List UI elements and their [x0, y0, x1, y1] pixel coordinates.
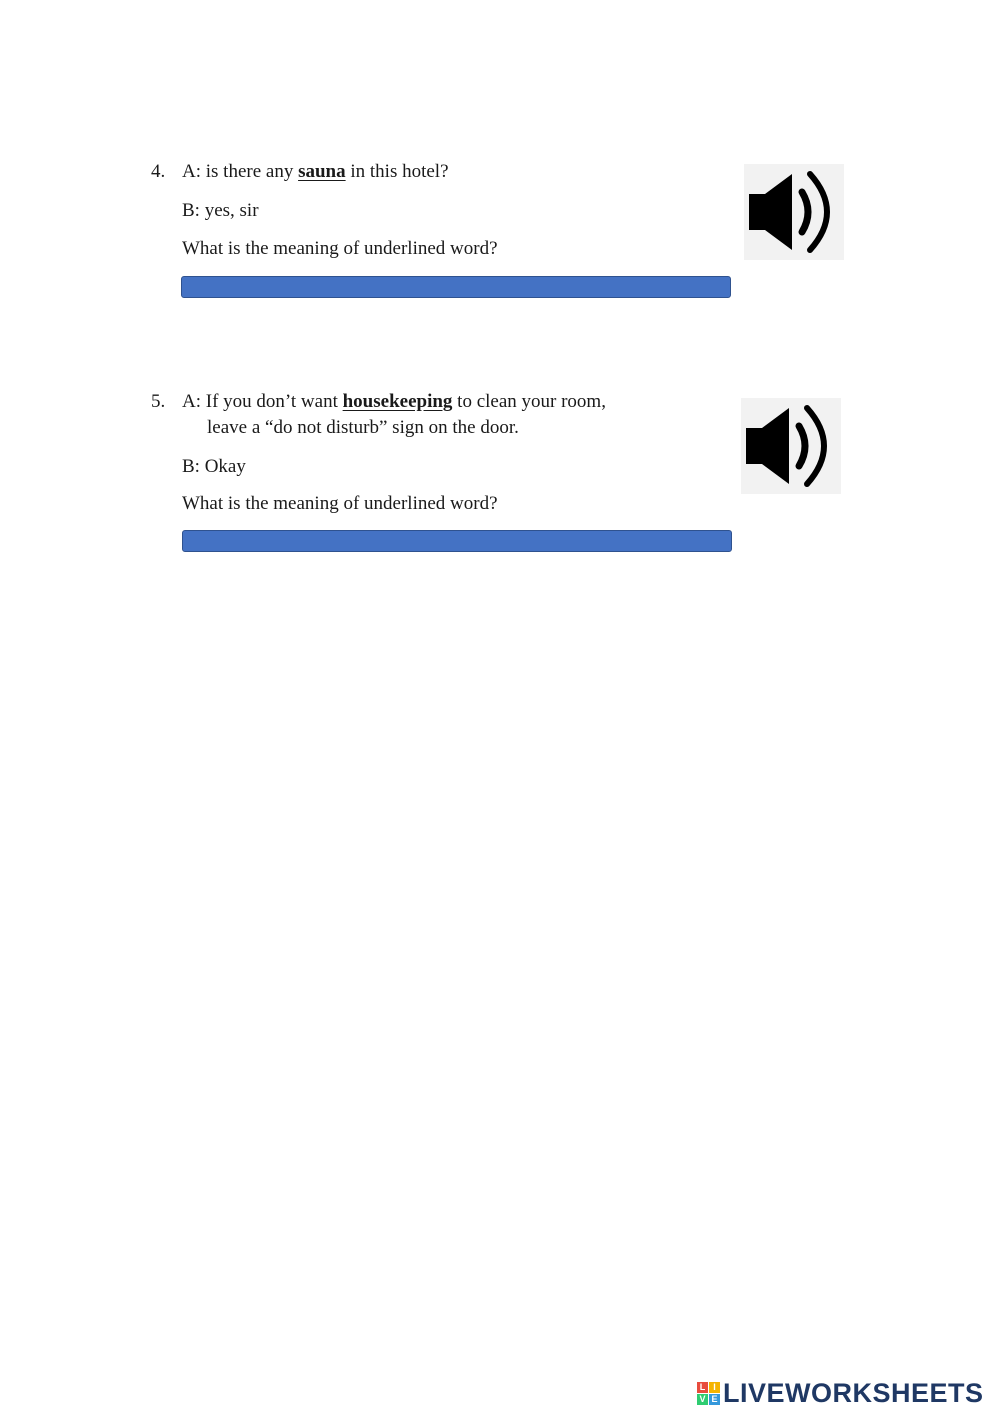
question-prompt: What is the meaning of underlined word? [182, 493, 498, 514]
logo-text: LIVEWORKSHEETS [723, 1377, 984, 1408]
question-prompt: What is the meaning of underlined word? [182, 238, 498, 259]
speaker-icon [741, 398, 841, 494]
logo-badge-icon [697, 1382, 720, 1405]
badge-letter: I [709, 1382, 720, 1393]
badge-letter: L [697, 1382, 708, 1393]
line-text: to clean your room, [452, 391, 606, 412]
play-audio-button[interactable] [741, 398, 841, 494]
question-number: 4. [151, 161, 166, 182]
line-text: A: is there any [182, 161, 299, 182]
question-number: 5. [151, 391, 166, 412]
line-text: A: If you don’t want [182, 391, 343, 412]
line-text: in this hotel? [345, 161, 449, 182]
badge-letter: V [697, 1394, 708, 1405]
dialogue-line-a [182, 160, 449, 184]
liveworksheets-logo [697, 1378, 984, 1408]
badge-letter: E [709, 1394, 720, 1405]
dialogue-line-a-continued: leave a “do not disturb” sign on the door. [207, 417, 519, 438]
play-audio-button[interactable] [744, 164, 844, 260]
underlined-word: sauna [298, 161, 346, 182]
dialogue-line-b: B: Okay [182, 456, 246, 477]
answer-input[interactable] [182, 530, 732, 552]
answer-input[interactable] [181, 276, 731, 298]
dialogue-line-a [182, 390, 606, 414]
underlined-word: housekeeping [342, 391, 453, 412]
speaker-icon [744, 164, 844, 260]
dialogue-line-b: B: yes, sir [182, 200, 259, 221]
